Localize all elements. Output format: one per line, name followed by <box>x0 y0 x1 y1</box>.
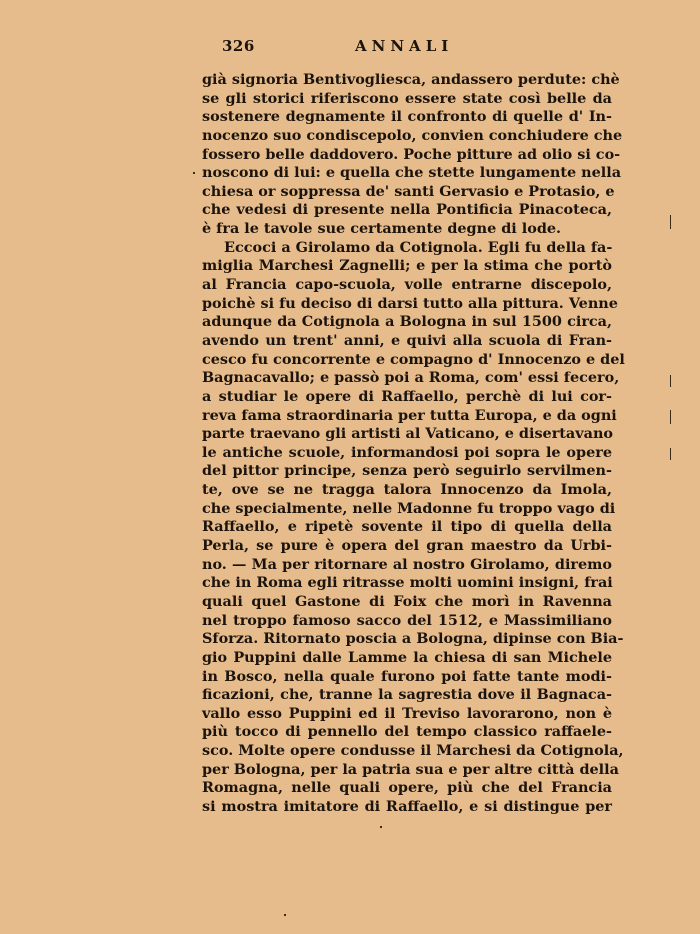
text-line: che in Roma egli ritrasse molti uomini insigni, frai <box>202 574 613 592</box>
text-line: avendo un trent' anni, e quivi alla scuola di Fran- <box>202 331 612 349</box>
text-line: è fra le tavole sue certamente degne di lode. <box>202 220 562 238</box>
text-line: quali quel Gastone di Foix che morì in Ravenna <box>202 592 612 610</box>
text-line: no. — Ma per ritornare al nostro Girolamo, diremo <box>202 555 612 573</box>
text-line: miglia Marchesi Zagnelli; e per la stima che portò <box>202 257 612 275</box>
text-line: adunque da Cotignola a Bologna in sul 1500 circa, <box>202 313 612 331</box>
text-line: al Francia capo-scuola, volle entrarne discepolo, <box>202 276 612 294</box>
body-text <box>202 71 625 817</box>
margin-mark <box>670 410 671 424</box>
text-line: più tocco di pennello del tempo classico raffaele- <box>202 723 612 741</box>
text-line: Raffaello, e ripetè sovente il tipo di quella della <box>202 518 612 536</box>
text-line: se gli storici riferiscono essere state così belle da <box>202 89 612 107</box>
text-line: in Bosco, nella quale furono poi fatte tante modi- <box>202 667 612 685</box>
text-line: noscono di lui: e quella che stette lungamente nella <box>202 164 622 182</box>
text-line: Romagna, nelle quali opere, più che del Francia <box>202 779 612 797</box>
text-line: vallo esso Puppini ed il Treviso lavorarono, non è <box>202 704 612 722</box>
text-line: per Bologna, per la patria sua e per altre città della <box>202 760 619 778</box>
text-line: del pittor principe, senza però seguirlo servilmen- <box>202 462 612 480</box>
text-line: poichè si fu deciso di darsi tutto alla pittura. Venne <box>202 294 618 312</box>
text-line: che vedesi di presente nella Pontificia Pinacoteca, <box>202 201 612 219</box>
text-line: chiesa or soppressa de' santi Gervasio e Protasio, e <box>202 182 615 200</box>
paragraph <box>202 71 623 239</box>
margin-mark <box>380 826 382 828</box>
text-line: reva fama straordinaria per tutta Europa, e da ogni <box>202 406 617 424</box>
text-line: sostenere degnamente il confronto di quelle d' In- <box>202 108 612 126</box>
margin-mark <box>284 914 286 916</box>
margin-mark <box>670 448 671 460</box>
text-line: Bagnacavallo; e passò poi a Roma, com' essi fecero, <box>202 369 620 387</box>
margin-mark <box>670 215 671 229</box>
text-line: nel troppo famoso sacco del 1512, e Massimiliano <box>202 611 612 629</box>
text-line: le antiche scuole, informandosi poi sopra le opere <box>202 443 612 461</box>
text-line: cesco fu concorrente e compagno d' Innocenzo e del <box>202 350 625 368</box>
page-header <box>222 37 614 59</box>
text-line: nocenzo suo condiscepolo, convien conchiudere che <box>202 126 623 144</box>
text-line: ficazioni, che, tranne la sagrestia dove il Bagnaca- <box>202 686 612 704</box>
margin-mark <box>670 375 671 387</box>
text-line: fossero belle daddovero. Poche pitture ad olio si co- <box>202 145 621 163</box>
text-line: Eccoci a Girolamo da Cotignola. Egli fu della fa- <box>224 238 613 256</box>
text-line: sco. Molte opere condusse il Marchesi da Cotignola, <box>202 742 624 760</box>
text-line: Sforza. Ritornato poscia a Bologna, dipinse con Bia- <box>202 630 624 648</box>
margin-mark <box>193 172 195 174</box>
text-line: Perla, se pure è opera del gran maestro da Urbi- <box>202 537 612 555</box>
text-line: a studiar le opere di Raffaello, perchè di lui cor- <box>202 387 612 405</box>
text-line: te, ove se ne tragga talora Innocenzo da Imola, <box>202 481 612 499</box>
running-title: ANNALI <box>355 37 454 55</box>
text-line: gio Puppini dalle Lamme la chiesa di san Michele <box>202 648 612 666</box>
text-line: si mostra imitatore di Raffaello, e si distingue per <box>202 797 612 815</box>
text-line: già signoria Bentivogliesca, andassero perdute: chè <box>202 71 620 88</box>
page-number: 326 <box>222 37 255 55</box>
text-line: parte traevano gli artisti al Vaticano, e disertavano <box>202 425 614 443</box>
text-line: che specialmente, nelle Madonne fu troppo vago di <box>202 499 616 517</box>
paragraph <box>202 238 625 817</box>
